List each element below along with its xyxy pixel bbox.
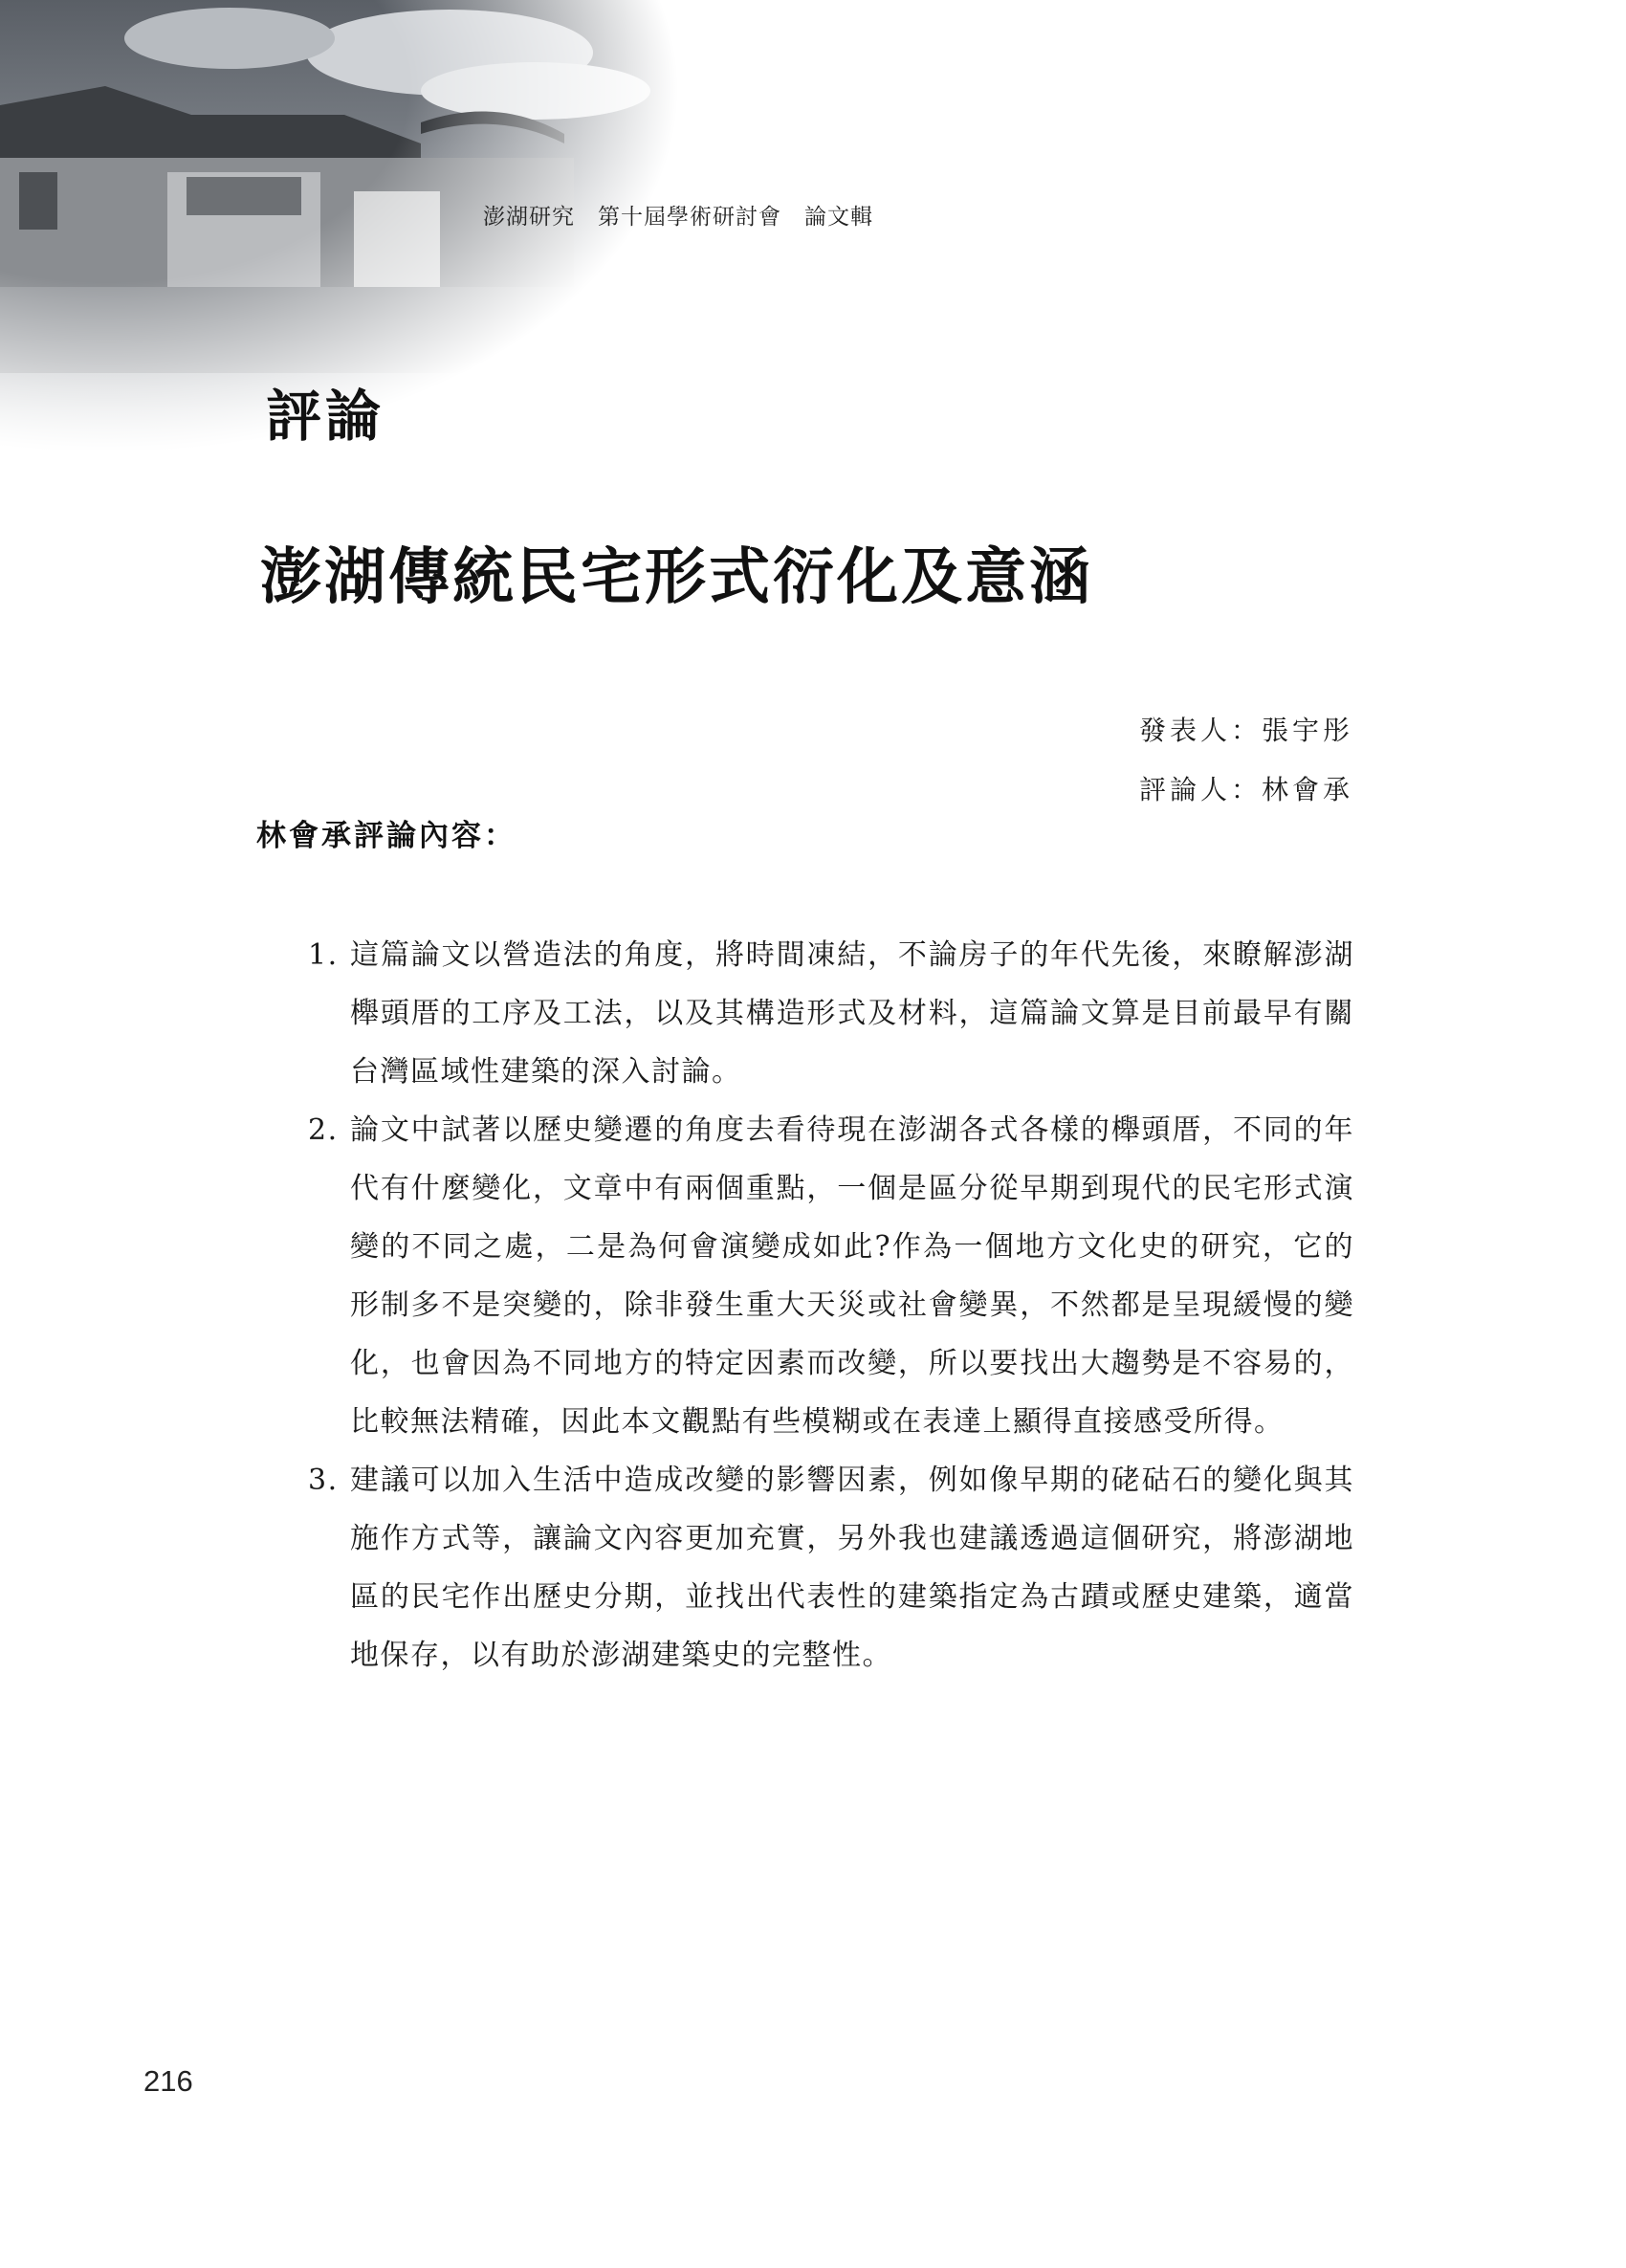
byline: [1139, 701, 1353, 820]
comment-text: 這篇論文以營造法的角度，將時間凍結，不論房子的年代先後，來瞭解澎湖櫸頭厝的工序及工法，以及其構造形式及材料，這篇論文算是目前最早有關台灣區域性建築的深入討論。: [350, 938, 1354, 1089]
comment-list: [308, 926, 1354, 1684]
comment-item: [308, 1451, 1354, 1684]
comment-text: 建議可以加入生活中造成改變的影響因素，例如像早期的硓𥑮石的變化與其施作方式等，讓論文內容更加充實，另外我也建議透過這個研究，將澎湖地區的民宅作出歷史分期，並找出代表性的建築指定為古蹟或歷史建築，適當地保存，以有助於澎湖建築史的完整性。: [350, 1464, 1354, 1672]
commentator-line: 評論人：林會承: [1138, 774, 1353, 805]
comment-text: 論文中試著以歷史變遷的角度去看待現在澎湖各式各樣的櫸頭厝，不同的年代有什麼變化，文章中有兩個重點，一個是區分從早期到現代的民宅形式演變的不同之處，二是為何會演變成如此?作為一個地方文化史的研究，它的形制多不是突變的，除非發生重大天災或社會變異，不然都是呈現緩慢的變化，也會因為不同地方的特定因素而改變，所以要找出大趨勢是不容易的，比較無法精確，因此本文觀點有些模糊或在表達上顯得直接感受所得。: [350, 1113, 1354, 1439]
comment-number: 2.: [308, 1113, 339, 1147]
page-number: 216: [143, 2064, 193, 2098]
presenter-line: 發表人：張宇彤: [1138, 715, 1353, 746]
section-label: 評論: [266, 384, 385, 449]
comment-number: 3.: [308, 1464, 339, 1497]
comment-number: 1.: [308, 938, 339, 972]
comment-heading: 林會承評論內容：: [256, 819, 516, 853]
comment-item: [308, 1101, 1354, 1451]
running-header: 澎湖研究 第十屆學術研討會 論文輯: [483, 205, 873, 230]
paper-title: 澎湖傳統民宅形式衍化及意涵: [260, 541, 1093, 613]
comment-item: [308, 926, 1354, 1101]
